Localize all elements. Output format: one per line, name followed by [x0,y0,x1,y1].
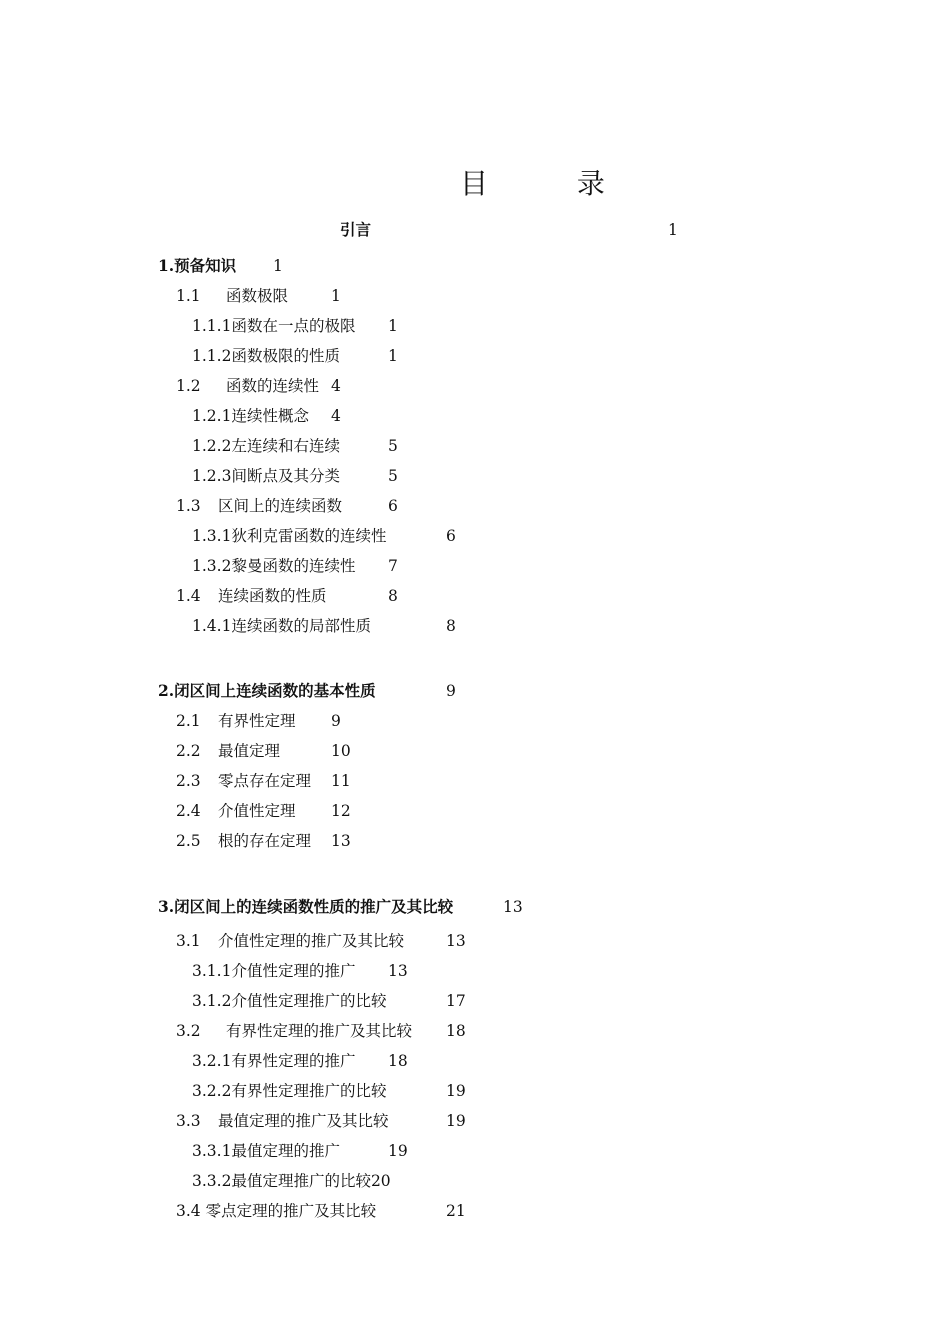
toc-page-number: 5 [388,467,398,485]
toc-section: 3.4 零点定理的推广及其比较 [176,1202,377,1220]
toc-page-number: 5 [388,437,398,455]
toc-subsection: 1.1.1函数在一点的极限 [192,317,356,335]
toc-page-number: 13 [388,962,408,980]
toc-page-number: 4 [331,377,341,395]
toc-section-number: 2.4 [176,802,201,820]
toc-subsection: 3.2.2有界性定理推广的比较 [192,1082,387,1100]
toc-subsection: 1.3.2黎曼函数的连续性 [192,557,356,575]
toc-page-number: 9 [446,682,456,700]
toc-section-title: 函数极限 [226,287,289,305]
toc-page-number: 13 [503,898,523,916]
toc-page-number: 18 [446,1022,466,1040]
toc-page-number: 19 [388,1142,408,1160]
toc-subsection: 1.3.1狄利克雷函数的连续性 [192,527,387,545]
toc-page-number: 1 [273,257,283,275]
toc-subsection: 3.2.1有界性定理的推广 [192,1052,356,1070]
toc-section-title: 根的存在定理 [218,832,312,850]
toc-subsection: 1.2.1连续性概念 [192,407,309,425]
toc-subsection: 3.3.2最值定理推广的比较20 [192,1172,391,1190]
toc-page-number: 19 [446,1112,466,1130]
toc-page-number: 17 [446,992,466,1010]
toc-section-number: 2.5 [176,832,201,850]
toc-subsection: 3.1.1介值性定理的推广 [192,962,356,980]
toc-page-number: 1 [668,221,678,239]
toc-entry-intro: 引言 [340,220,372,239]
toc-section-number: 3.3 [176,1112,201,1130]
toc-chapter-1: 1.预备知识 [158,256,237,275]
toc-page-number: 11 [331,772,351,790]
toc-page-number: 13 [446,932,466,950]
toc-section-number: 1.1 [176,287,201,305]
toc-subsection: 1.1.2函数极限的性质 [192,347,340,365]
toc-page-number: 8 [446,617,456,635]
toc-section-number: 3.2 [176,1022,201,1040]
toc-section-number: 3.1 [176,932,201,950]
toc-page-number: 6 [446,527,456,545]
toc-subsection: 3.1.2介值性定理推广的比较 [192,992,387,1010]
toc-section-number: 2.3 [176,772,201,790]
toc-page-number: 1 [388,347,398,365]
toc-chapter-3: 3.闭区间上的连续函数性质的推广及其比较 [158,897,454,916]
toc-section-title: 最值定理的推广及其比较 [218,1112,389,1130]
toc-page-number: 4 [331,407,341,425]
page-title: 目 录 [460,167,645,200]
toc-page-number: 18 [388,1052,408,1070]
toc-section-title: 零点存在定理 [218,772,312,790]
toc-section-title: 连续函数的性质 [218,587,327,605]
toc-subsection: 1.2.2左连续和右连续 [192,437,340,455]
toc-subsection: 3.3.1最值定理的推广 [192,1142,340,1160]
toc-page-number: 19 [446,1082,466,1100]
toc-page-number: 6 [388,497,398,515]
toc-section-number: 2.2 [176,742,201,760]
toc-section-title: 有界性定理的推广及其比较 [226,1022,413,1040]
toc-page-number: 7 [388,557,398,575]
toc-chapter-2: 2.闭区间上连续函数的基本性质 [158,681,376,700]
toc-page-number: 13 [331,832,351,850]
toc-page-number: 8 [388,587,398,605]
toc-section-title: 最值定理 [218,742,281,760]
toc-section-number: 1.3 [176,497,201,515]
toc-page-number: 21 [446,1202,466,1220]
toc-page-number: 1 [331,287,341,305]
toc-section-title: 介值性定理 [218,802,296,820]
toc-section-number: 1.4 [176,587,201,605]
toc-page-number: 9 [331,712,341,730]
toc-section-title: 有界性定理 [218,712,296,730]
toc-section-title: 函数的连续性 [226,377,320,395]
toc-page-number: 10 [331,742,351,760]
toc-section-number: 1.2 [176,377,201,395]
toc-section-number: 2.1 [176,712,201,730]
toc-subsection: 1.2.3间断点及其分类 [192,467,340,485]
toc-page-number: 12 [331,802,351,820]
toc-subsection: 1.4.1连续函数的局部性质 [192,617,371,635]
toc-section-title: 介值性定理的推广及其比较 [218,932,405,950]
toc-section-title: 区间上的连续函数 [218,497,343,515]
toc-page-number: 1 [388,317,398,335]
